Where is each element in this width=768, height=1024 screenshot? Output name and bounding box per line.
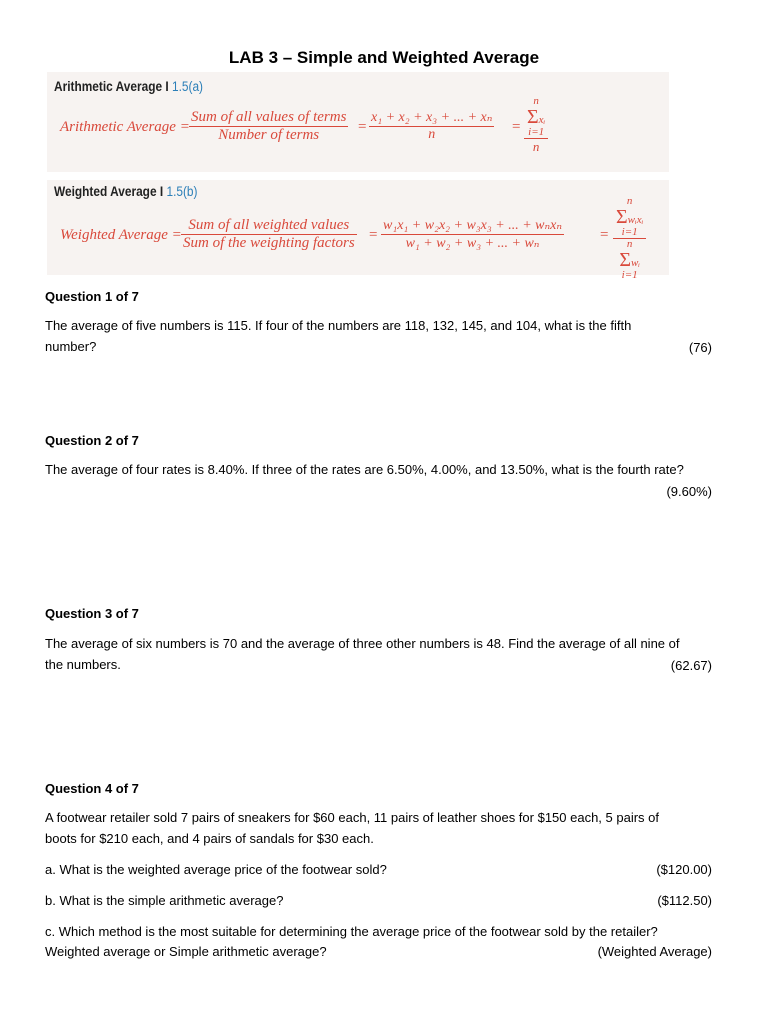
summation [527,96,545,138]
question-text-line: The average of four rates is 8.40%. If three of the rates are 6.50%, 4.00%, and 13.50%, what is the fourth rate? [45,462,684,477]
question-4-part-c [45,924,712,939]
summation [616,196,643,238]
part-text: c. Which method is the most suitable for determining the average price of the footwear sold by the retailer? [45,924,658,939]
arithmetic-average-formula-box [47,72,669,172]
part-answer: ($112.50) [657,893,712,908]
sum-lower: i=1 [528,126,545,138]
question-3-title: Question 3 of 7 [45,606,139,621]
question-4-title: Question 4 of 7 [45,781,139,796]
sum-term: xᵢ [538,114,546,126]
question-text-line: boots for $210 each, and 4 pairs of sandals for $30 each. [45,830,374,846]
fraction-denominator: n [532,139,540,154]
question-4-part-b [45,893,712,908]
sum-upper: n [626,195,633,207]
equals-sign: = [358,119,367,135]
question-text-line: The average of five numbers is 115. If four of the numbers are 118, 132, 145, and 104, what is the fifth [45,318,632,333]
weighted-fraction-words [181,217,357,252]
weighted-fraction-sum [613,196,646,281]
arithmetic-fraction-symbols [369,109,494,143]
question-3-text [45,634,725,675]
heading-ref: 1.5(b) [166,184,198,199]
sum-lower: i=1 [621,226,638,238]
question-2-text [45,460,725,481]
part-answer: ($120.00) [656,862,712,877]
fraction-denominator: Sum of the weighting factors [183,235,355,251]
equals-sign: = [512,119,521,135]
heading-ref: 1.5(a) [171,79,204,94]
part-answer: (Weighted Average) [597,944,712,959]
question-1-answer: (76) [688,340,712,355]
question-3-answer: (62.67) [670,658,712,673]
fraction-denominator: Number of terms [218,127,320,143]
sigma-icon: Σ [619,249,631,271]
part-text: a. What is the weighted average price of the footwear sold? [45,862,387,877]
arithmetic-average-heading: Arithmetic Average I 1.5(a) [54,79,204,94]
sum-lower: i=1 [621,269,638,281]
sum-upper: n [533,95,539,107]
question-4-text [45,808,725,849]
question-text-line: number? [45,338,97,354]
question-text-line: A footwear retailer sold 7 pairs of sneakers for $60 each, 11 pairs of leather shoes for $150 each, 5 pairs of [45,810,660,825]
sum-term: wᵢ [630,257,641,269]
fraction-numerator: Sum of all values of terms [191,109,347,125]
sigma-icon: Σ [616,206,628,228]
summation [615,239,644,281]
question-text-line: the numbers. [45,656,121,672]
fraction-numerator: Sum of all weighted values [181,217,357,235]
fraction-numerator: x₁ + x₂ + x₃ + ... + xₙ [371,110,493,125]
part-text: Weighted average or Simple arithmetic average? [45,944,327,959]
sum-upper: n [626,238,633,250]
heading-text: Weighted Average [54,184,157,199]
question-2-title: Question 2 of 7 [45,433,139,448]
fraction-denominator: w₁ + w₂ + w₃ + ... + wₙ [405,236,540,251]
equals-sign: = [369,227,378,243]
fraction-denominator: n [428,127,436,142]
weighted-average-label: Weighted Average = [60,227,182,243]
sigma-icon: Σ [527,106,539,128]
question-2-answer: (9.60%) [666,484,712,499]
fraction-numerator: w₁x₁ + w₂x₂ + w₃x₃ + ... + wₙxₙ [383,218,563,233]
equals-sign: = [600,227,609,243]
question-4-part-c-line2 [45,944,712,959]
question-1-text [45,316,725,357]
weighted-fraction-symbols [381,217,564,252]
weighted-average-formula-box [47,180,669,281]
question-text-line: The average of six numbers is 70 and the average of three other numbers is 48. Find the average of all nine of [45,636,680,651]
arithmetic-fraction-sum [524,96,548,155]
question-1-title: Question 1 of 7 [45,289,139,304]
heading-text: Arithmetic Average [54,79,163,94]
sum-term: wᵢxᵢ [627,214,644,226]
question-4-part-a [45,862,712,877]
part-text: b. What is the simple arithmetic average? [45,893,284,908]
arithmetic-fraction-words [189,109,348,144]
weighted-average-heading: Weighted Average I 1.5(b) [54,184,198,199]
page-title: LAB 3 – Simple and Weighted Average [228,48,540,67]
arithmetic-average-label: Arithmetic Average = [60,119,190,135]
